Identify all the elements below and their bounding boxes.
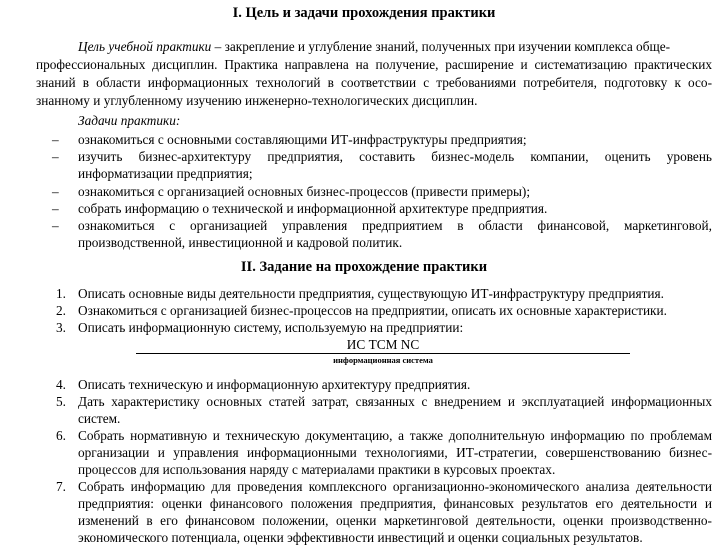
dash-marker: – [52, 149, 59, 165]
task-item [0, 200, 728, 217]
item-number: 6. [56, 428, 66, 443]
goal-first-line [36, 38, 712, 56]
assignment-item [0, 285, 728, 302]
item-number: 3. [56, 320, 66, 335]
section-2-heading: II. Задание на прохождение практики [240, 259, 488, 275]
tasks-label: Задачи практики: [78, 113, 181, 128]
task-text: собрать информацию о технической и информационной архитектуре предприятия. [78, 200, 548, 216]
dash-marker: – [52, 183, 59, 199]
task-item [0, 148, 728, 182]
task-text: ознакомиться с организацией управления предприятием в области финансовой, маркетинговой, производственной, инвестиционной и кадровой политик. [78, 218, 712, 251]
dash-marker: – [52, 200, 59, 216]
assignment-item [0, 376, 728, 393]
task-text: изучить бизнес-архитектуру предприятия, составить бизнес-модель компании, оценить уровень информатизации предприятия; [78, 149, 712, 182]
task-item [0, 183, 728, 200]
item-text: Ознакомиться с организацией бизнес-процессов на предприятии, описать их основные характеристики. [78, 303, 667, 318]
item-number: 2. [56, 303, 66, 318]
item-text: Дать характеристику основных статей затрат, связанных с внедрением и эксплуатацией информационных систем. [78, 394, 712, 426]
item-number: 7. [56, 479, 66, 494]
dash-marker: – [52, 132, 59, 147]
system-caption: информационная система [333, 355, 433, 365]
system-underline [136, 353, 630, 354]
task-item [0, 131, 728, 148]
item-number: 4. [56, 377, 66, 392]
task-text: ознакомиться с основными составляющими ИТ-инфраструктуры предприятия; [78, 132, 527, 147]
assignment-item [0, 302, 728, 319]
system-field [0, 336, 728, 376]
item-text: Описать техническую и информационную архитектуру предприятия. [78, 377, 471, 392]
item-text: Описать основные виды деятельности предприятия, существующую ИТ-инфраструктуру предприятия. [78, 286, 664, 301]
goal-text-rest: профессиональных дисциплин. Практика направлена на получение, расширение и систематизацию практических знаний в области информационных технологий в соответствии с требованиями потребителя, подготовку к осо-знанному и углубленному изучению инженерно-технологических дисциплин. [36, 57, 712, 108]
task-item [0, 217, 728, 251]
system-value: ИС ТСМ NC [346, 337, 420, 352]
item-text: Описать информационную систему, используемую на предприятии: [78, 320, 464, 335]
assignment-item [0, 393, 728, 427]
task-text: ознакомиться с организацией основных бизнес-процессов (привести примеры); [78, 183, 531, 199]
goal-label: Цель учебной практики [78, 39, 212, 54]
assignment-item [0, 319, 728, 336]
tasks-list [0, 131, 728, 251]
item-number: 5. [56, 394, 66, 409]
item-text: Собрать информацию для проведения комплексного организационно-экономического анализа деятельности предприятия: оценки финансового положения предприятия, финансовых результатов его деятельности и изменений в его финансовом положении, оценки маркетинговой деятельности, оценки производственно-экономического потенциала, оценки эффективности инвестиций и оценки социальных результатов. [78, 479, 712, 545]
goal-paragraph [36, 38, 712, 110]
section-1-heading: I. Цель и задачи прохождения практики [232, 5, 496, 21]
dash-marker: – [52, 218, 59, 234]
goal-text-line1: – закрепление и углубление знаний, полученных при изучении комплекса обще- [211, 39, 671, 54]
assignment-list [0, 285, 728, 546]
assignment-item [0, 427, 728, 478]
item-number: 1. [56, 286, 66, 301]
item-text: Собрать нормативную и техническую документацию, а также дополнительную информацию по проблемам организации и управления информационными технологиями, ИТ-стратегии, совершенствованию бизнес-процессов для использования наряду с материалами практики в курсовых проектах. [78, 428, 712, 477]
assignment-item [0, 478, 728, 546]
